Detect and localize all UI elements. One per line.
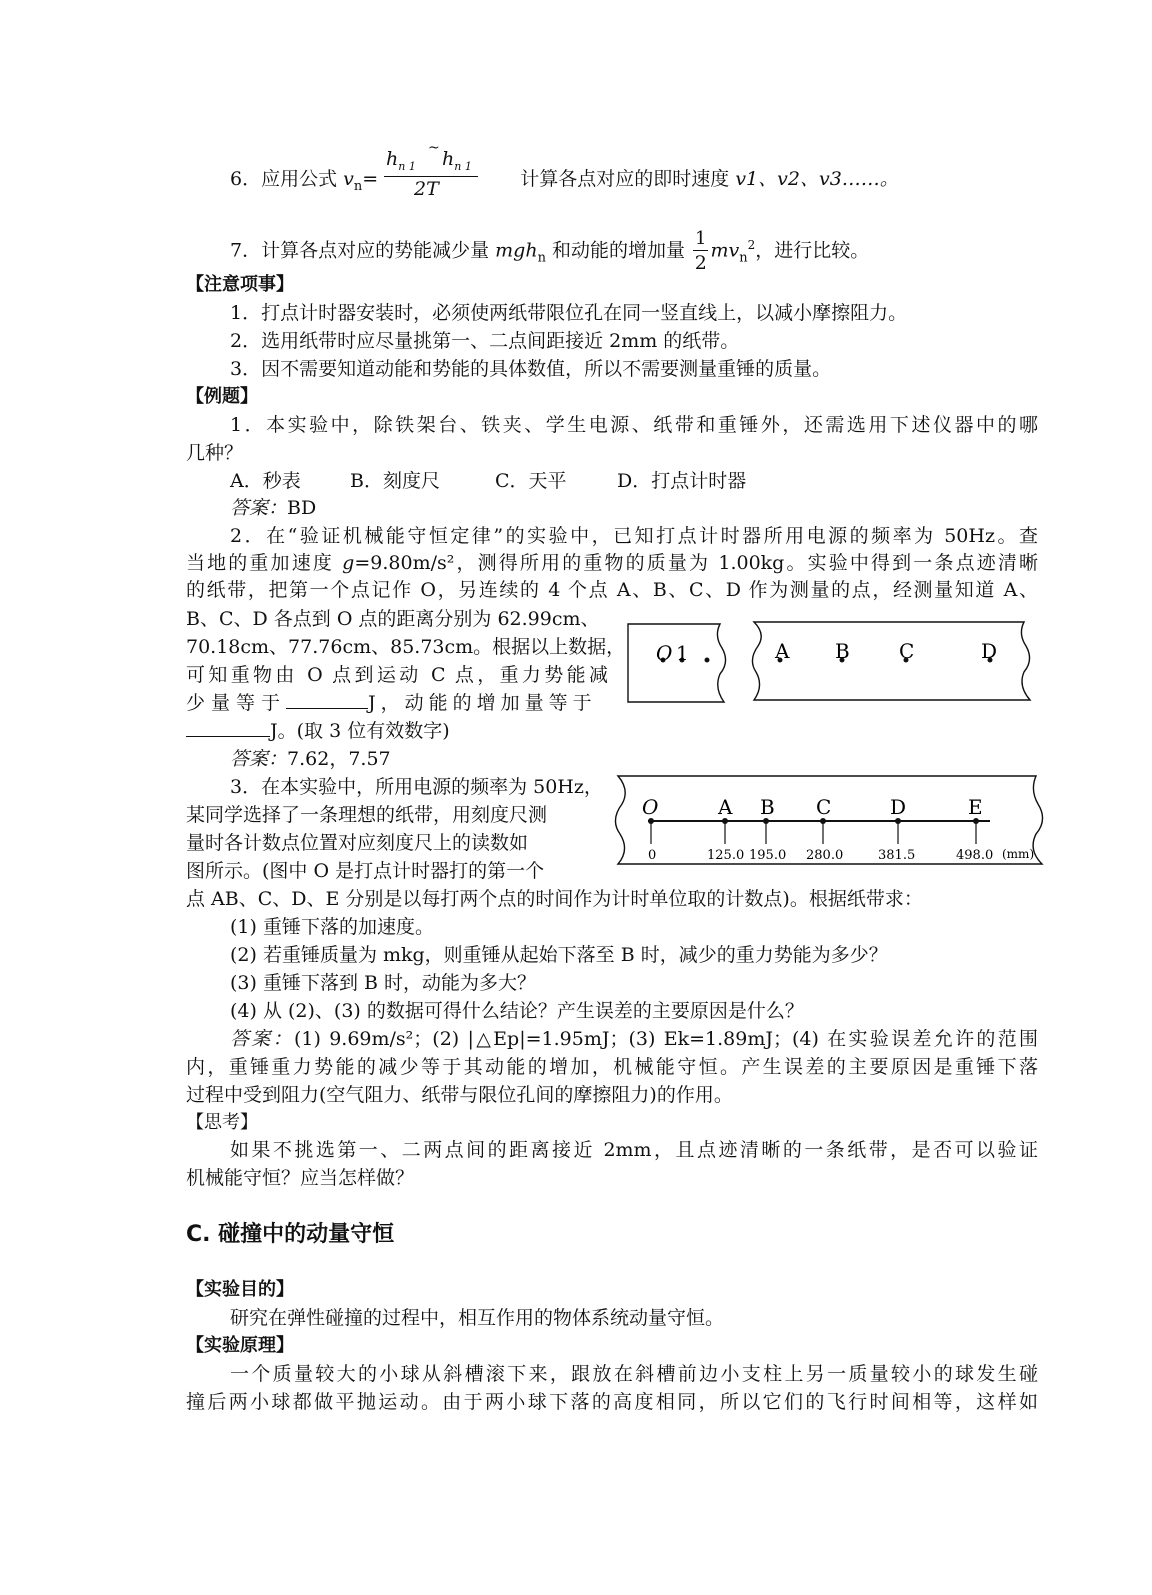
tape1-label-b: B [835, 639, 850, 663]
q3-sub: (2) 若重锤质量为 mkg，则重锤从起始下落至 B 时，减少的重力势能为多少？ [230, 944, 888, 966]
q1-option-b: B．刻度尺 [350, 470, 440, 492]
tape2-reading: 280.0 [806, 848, 844, 863]
q3-line: 3．在本实验中，所用电源的频率为 50Hz， [230, 776, 603, 798]
q3-answer: 答案：(1) 9.69m/s²；(2) |△Ep|=1.95mJ；(3) Ek=1.89mJ；(4) 在实验误差允许的范围 [230, 1028, 1038, 1050]
q2-line: 当地的重加速度 g=9.80m/s²，测得所用的重物的质量为 1.00kg。实验中得到一条点迹清晰 [186, 552, 1039, 574]
q2-line: 2．在“验证机械能守恒定律”的实验中，已知打点计时器所用电源的频率为 50Hz。查 [230, 525, 1038, 547]
tape1-label-d: D [981, 639, 998, 663]
note-item: 3．因不需要知道动能和势能的具体数值，所以不需要测量重锤的质量。 [230, 358, 832, 380]
tape2-ticks [651, 821, 976, 844]
tape2-reading: 195.0 [749, 848, 787, 863]
tape2-label-e: E [968, 795, 983, 819]
tape2-label-o: O [642, 795, 659, 819]
tape2-label-c: C [816, 795, 832, 819]
q1-line: 几种？ [186, 442, 244, 464]
q3-line: 某同学选择了一条理想的纸带，用刻度尺测 [186, 804, 548, 826]
tape1-label-o: O [656, 641, 673, 665]
q2-line: 可知重物由 O 点到运动 C 点，重力势能减 [186, 664, 608, 686]
tape2-label-d: D [890, 795, 907, 819]
q3-answer: 内，重锤重力势能的减少等于其动能的增加，机械能守恒。产生误差的主要原因是重锤下落 [186, 1056, 1038, 1078]
q1-option-c: C．天平 [495, 470, 567, 492]
q2-line: 70.18cm、77.76cm、85.73cm。根据以上数据， [186, 636, 626, 658]
purpose-text: 研究在弹性碰撞的过程中，相互作用的物体系统动量守恒。 [230, 1307, 725, 1329]
tape2-label-b: B [760, 795, 775, 819]
blank-potential [286, 690, 368, 709]
q2-answer: 答案：7.62，7.57 [230, 748, 391, 770]
tape-figure-2 [608, 770, 1056, 870]
think-line: 如果不挑选第一、二两点间的距离接近 2mm，且点迹清晰的一条纸带，是否可以验证 [230, 1139, 1038, 1161]
q1-line: 1．本实验中，除铁架台、铁夹、学生电源、纸带和重锤外，还需选用下述仪器中的哪 [230, 414, 1038, 436]
note-item: 1．打点计时器安装时，必须使两纸带限位孔在同一竖直线上，以减小摩擦阻力。 [230, 302, 908, 324]
velocity-formula-fraction: $h_{n 1}$ ~ $h_{n 1}$ 2T [384, 140, 480, 200]
note-item: 2．选用纸带时应尽量挑第一、二点间距接近 2mm 的纸带。 [230, 330, 740, 352]
q2-line: 少量等于 J，动能的增加量等于 [186, 692, 597, 714]
examples-heading: 【例题】 [186, 386, 258, 407]
q3-sub: (4) 从 (2)、(3) 的数据可得什么结论？产生误差的主要原因是什么？ [230, 1000, 804, 1022]
tape2-label-a: A [718, 795, 733, 819]
think-line: 机械能守恒？应当怎样做？ [186, 1167, 415, 1189]
q3-line: 图所示。(图中 O 是打点计时器打的第一个 [186, 860, 545, 882]
tape-figure-1 [620, 614, 1044, 710]
step-7: 7．计算各点对应的势能减少量 mgh$_n$ 和动能的增加量 $\frac{1}{2}$ $mv_n^2$，进行比较。 [230, 228, 870, 274]
principle-line: 一个质量较大的小球从斜槽滚下来，跟放在斜槽前边小支柱上另一质量较小的球发生碰 [230, 1363, 1038, 1385]
section-c-title: C. 碰撞中的动量守恒 [186, 1222, 395, 1247]
tape2-reading: 0 [648, 848, 657, 863]
q1-option-d: D．打点计时器 [617, 470, 747, 492]
notes-heading: 【注意项事】 [186, 274, 294, 295]
q2-line: 的纸带，把第一个点记作 O，另连续的 4 个点 A、B、C、D 作为测量的点，经测量知道 A、 [186, 579, 1038, 601]
q2-line: J。(取 3 位有效数字) [186, 718, 450, 744]
tape1-label-1: 1 [676, 641, 689, 665]
q3-line: 量时各计数点位置对应刻度尺上的读数如 [186, 832, 529, 854]
think-heading: 【思考】 [186, 1112, 258, 1133]
q3-answer: 过程中受到阻力(空气阻力、纸带与限位孔间的摩擦阻力)的作用。 [186, 1084, 733, 1106]
tape2-unit: (mm) [1002, 847, 1035, 861]
tape2-reading: 125.0 [707, 848, 745, 863]
q1-option-a: A．秒表 [230, 470, 301, 492]
q2-line: B、C、D 各点到 O 点的距离分别为 62.99cm、 [186, 608, 600, 630]
q3-sub: (3) 重锤下落到 B 时，动能为多大？ [230, 972, 536, 994]
half-fraction: $\frac{1}{2}$ [694, 228, 707, 274]
q3-line: 点 AB、C、D、E 分别是以每打两个点的时间作为计时单位取的计数点)。根据纸带求： [186, 888, 923, 910]
tape1-label-a: A [775, 639, 790, 663]
tape1-label-c: C [899, 639, 915, 663]
tape2-reading: 381.5 [878, 848, 916, 863]
principle-heading: 【实验原理】 [186, 1335, 294, 1356]
tape2-reading: 498.0 [956, 848, 994, 863]
blank-kinetic [186, 718, 270, 737]
step-6: 6．应用公式 $v_n=$ 计算各点对应的即时速度 v1、v2、v3……。 [230, 168, 899, 194]
q3-sub: (1) 重锤下落的加速度。 [230, 916, 434, 938]
principle-line: 撞后两小球都做平抛运动。由于两小球下落的高度相同，所以它们的飞行时间相等，这样如 [186, 1391, 1038, 1413]
purpose-heading: 【实验目的】 [186, 1279, 294, 1300]
q1-answer: 答案：BD [230, 497, 317, 519]
